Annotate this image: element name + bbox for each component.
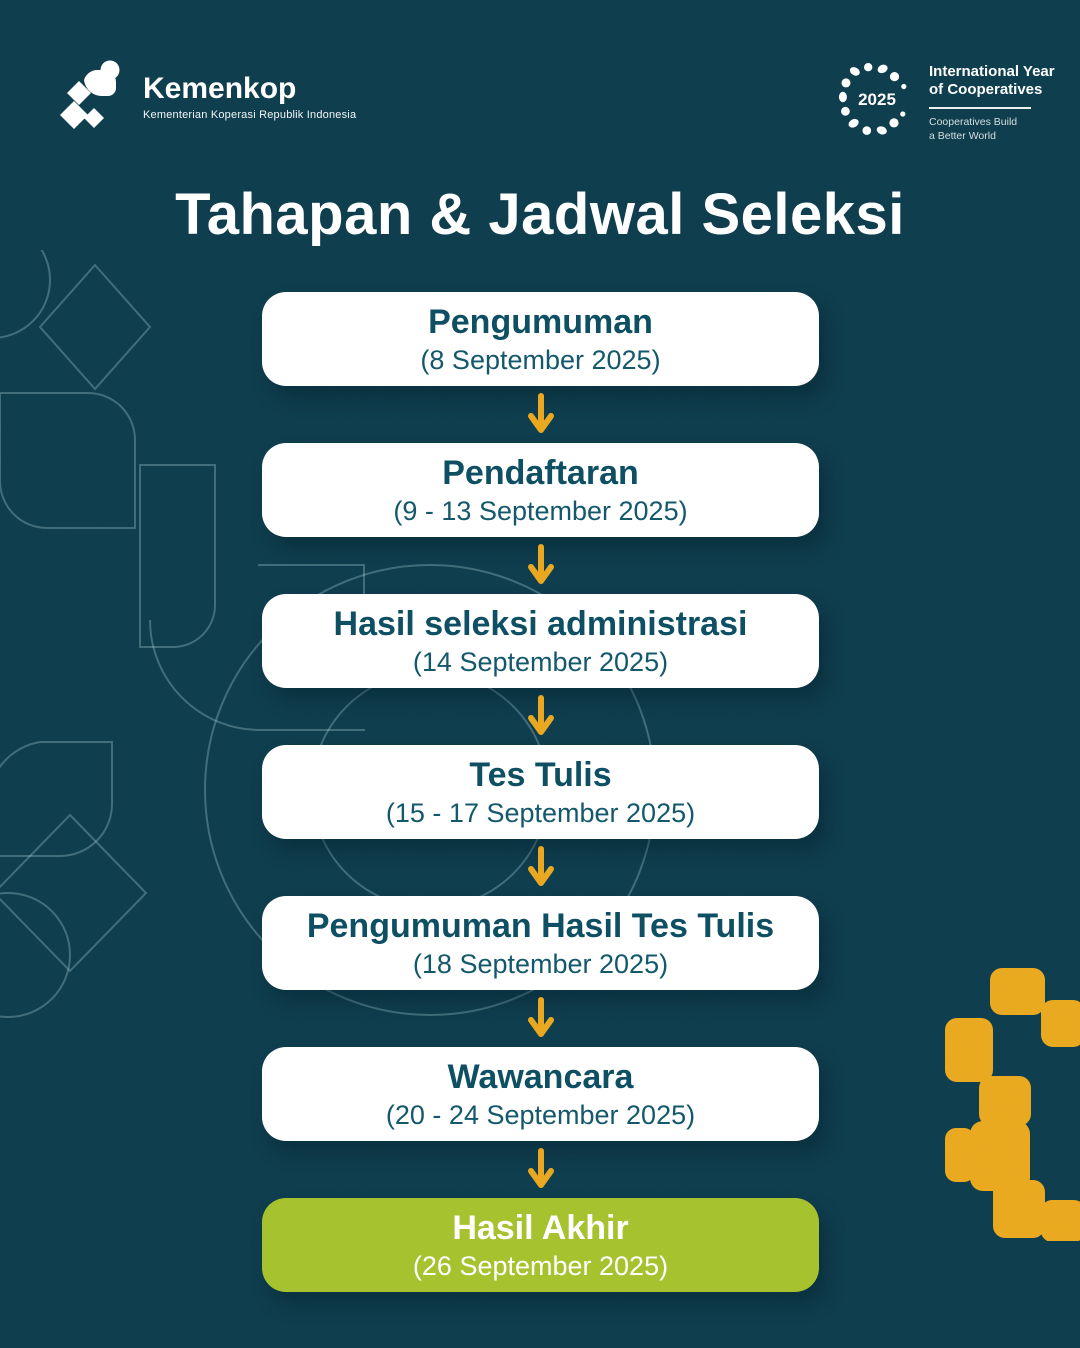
iyc-2025-logo-icon bbox=[833, 55, 917, 143]
step-label: Hasil seleksi administrasi bbox=[333, 604, 748, 643]
step-label: Pengumuman bbox=[428, 302, 653, 341]
kemenkop-mark-yellow-decoration bbox=[945, 963, 1080, 1241]
iyc-text-block bbox=[929, 55, 1055, 143]
step-card-tes-tulis bbox=[262, 745, 819, 839]
step-date: (9 - 13 September 2025) bbox=[393, 495, 688, 526]
step-card-pendaftaran bbox=[262, 443, 819, 537]
step-card-hasil-akhir bbox=[262, 1198, 819, 1292]
step-label: Pengumuman Hasil Tes Tulis bbox=[306, 906, 775, 945]
step-date: (26 September 2025) bbox=[412, 1250, 669, 1281]
step-date: (18 September 2025) bbox=[412, 948, 669, 979]
page-title: Tahapan & Jadwal Seleksi bbox=[175, 182, 905, 247]
step-label: Hasil Akhir bbox=[452, 1208, 629, 1247]
kemenkop-logo-icon bbox=[58, 56, 130, 138]
step-label: Pendaftaran bbox=[442, 453, 639, 492]
iyc-tagline: Cooperatives Build a Better World bbox=[929, 115, 1018, 142]
iyc-divider bbox=[929, 107, 1031, 109]
arrow-down-icon bbox=[526, 839, 556, 896]
step-date: (14 September 2025) bbox=[412, 646, 669, 677]
kemenkop-brand bbox=[58, 56, 356, 138]
iyc-title: International Year of Cooperatives bbox=[929, 63, 1055, 99]
kemenkop-brand-text bbox=[143, 71, 357, 121]
kemenkop-tagline: Kementerian Koperasi Republik Indonesia bbox=[143, 108, 357, 121]
step-card-pengumuman-hasil-tes-tulis bbox=[262, 896, 819, 990]
arrow-down-icon bbox=[526, 537, 556, 594]
step-card-hasil-seleksi-administrasi bbox=[262, 594, 819, 688]
arrow-down-icon bbox=[526, 386, 556, 443]
step-label: Tes Tulis bbox=[469, 755, 612, 794]
step-card-wawancara bbox=[262, 1047, 819, 1141]
arrow-down-icon bbox=[526, 1141, 556, 1198]
step-date: (15 - 17 September 2025) bbox=[385, 797, 696, 828]
arrow-down-icon bbox=[526, 688, 556, 745]
step-card-pengumuman bbox=[262, 292, 819, 386]
kemenkop-name: Kemenkop bbox=[143, 71, 297, 105]
step-date: (20 - 24 September 2025) bbox=[385, 1099, 696, 1130]
arrow-down-icon bbox=[526, 990, 556, 1047]
selection-timeline bbox=[262, 292, 819, 1292]
iyc-2025-brand bbox=[833, 55, 1055, 143]
step-date: (8 September 2025) bbox=[420, 344, 661, 375]
step-label: Wawancara bbox=[447, 1057, 634, 1096]
iyc-year: 2025 bbox=[858, 90, 896, 109]
